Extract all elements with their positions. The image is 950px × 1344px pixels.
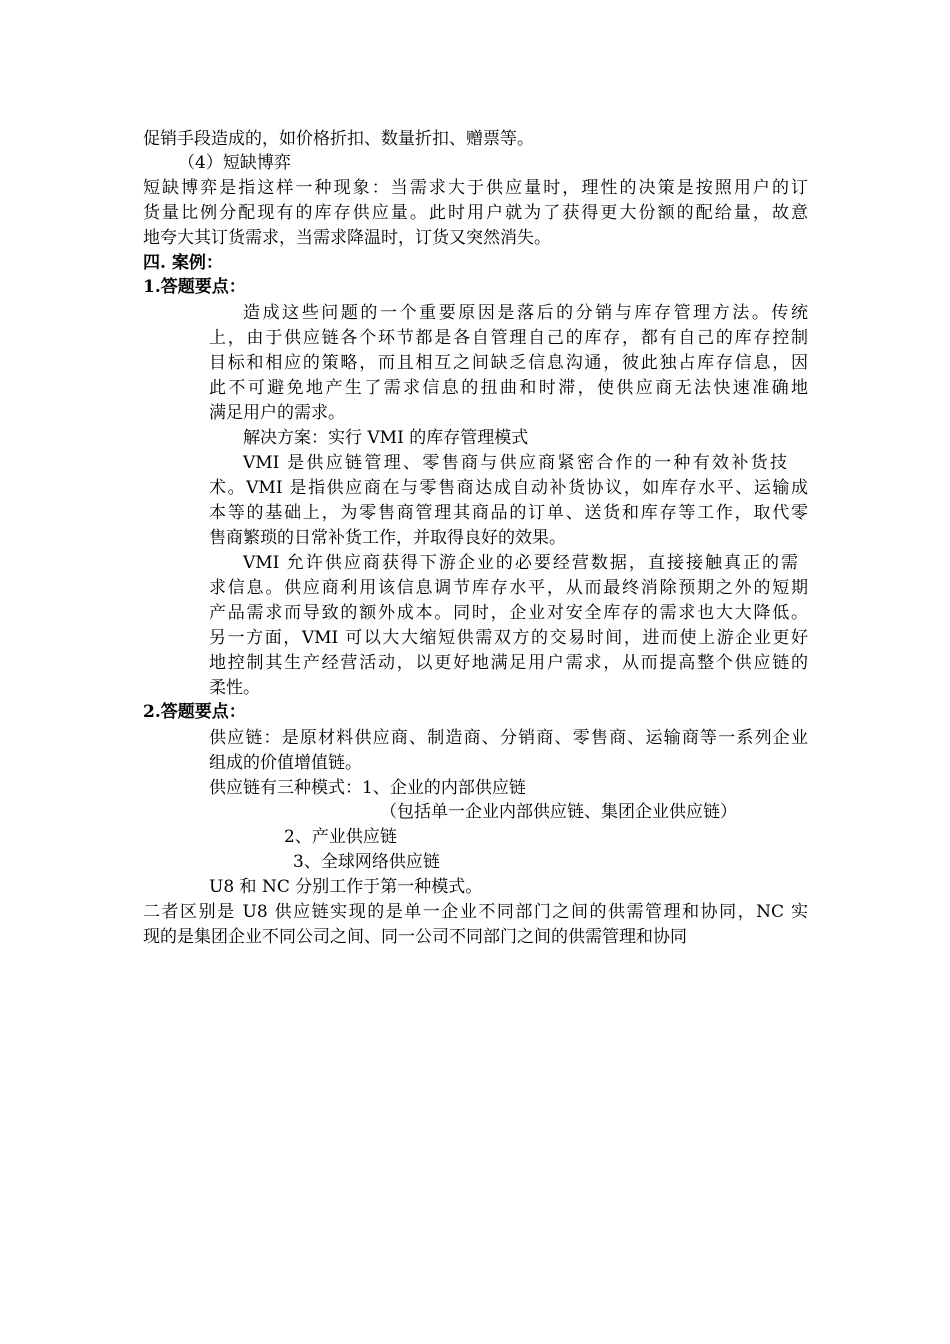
- text-line: 地控制其生产经营活动，以更好地满足用户需求，从而提高整个供应链的: [209, 653, 808, 673]
- text-line: 满足用户的需求。: [209, 403, 345, 423]
- text-line: 目标和相应的策略，而且相互之间缺乏信息沟通，彼此独占库存信息，因: [209, 353, 808, 373]
- text-line: 本等的基础上，为零售商管理其商品的订单、送货和库存等工作，取代零: [209, 503, 808, 523]
- text-line: 现的是集团企业不同公司之间、同一公司不同部门之间的供需管理和协同: [143, 927, 687, 947]
- text-line: （包括单一企业内部供应链、集团企业供应链）: [380, 802, 737, 822]
- text-line: 另一方面，VMI 可以大大缩短供需双方的交易时间，进而使上游企业更好: [209, 628, 808, 648]
- text-line: 短缺博弈是指这样一种现象：当需求大于供应量时，理性的决策是按照用户的订: [143, 178, 808, 198]
- text-line: VMI 是供应链管理、零售商与供应商紧密合作的一种有效补货技: [243, 453, 787, 473]
- answer-heading-1: 1.答题要点：: [143, 277, 246, 297]
- text-line: 术。VMI 是指供应商在与零售商达成自动补货协议，如库存水平、运输成: [209, 478, 808, 498]
- text-line: 地夸大其订货需求，当需求降温时，订货又突然消失。: [143, 228, 551, 248]
- text-line: 二者区别是 U8 供应链实现的是单一企业不同部门之间的供需管理和协同，NC 实: [143, 902, 808, 922]
- text-line: 供应链：是原材料供应商、制造商、分销商、零售商、运输商等一系列企业: [209, 728, 808, 748]
- text-line: 解决方案：实行 VMI 的库存管理模式: [243, 428, 529, 448]
- text-line: 产品需求而导致的额外成本。同时，企业对安全库存的需求也大大降低。: [209, 603, 808, 623]
- text-line: 造成这些问题的一个重要原因是落后的分销与库存管理方法。传统: [243, 303, 808, 323]
- text-line: 此不可避免地产生了需求信息的扭曲和时滞，使供应商无法快速准确地: [209, 378, 808, 398]
- text-line: VMI 允许供应商获得下游企业的必要经营数据，直接接触真正的需: [243, 553, 798, 573]
- text-line: 组成的价值增值链。: [209, 753, 362, 773]
- text-line: 上，由于供应链各个环节都是各自管理自己的库存，都有自己的库存控制: [209, 328, 808, 348]
- text-line: 柔性。: [209, 678, 260, 698]
- text-line: U8 和 NC 分别工作于第一种模式。: [209, 877, 483, 897]
- answer-heading-2: 2.答题要点：: [143, 702, 246, 722]
- text-line: 供应链有三种模式：1、企业的内部供应链: [209, 778, 526, 798]
- text-line: 促销手段造成的，如价格折扣、数量折扣、赠票等。: [143, 129, 534, 149]
- text-line: 求信息。供应商利用该信息调节库存水平，从而最终消除预期之外的短期: [209, 578, 808, 598]
- text-line: 2、产业供应链: [284, 827, 397, 847]
- subheading-shortage-game: （4）短缺博弈: [178, 153, 291, 173]
- text-line: 售商繁琐的日常补货工作，并取得良好的效果。: [209, 528, 566, 548]
- text-line: 货量比例分配现有的库存供应量。此时用户就为了获得更大份额的配给量，故意: [143, 203, 808, 223]
- section-heading-case: 四. 案例：: [143, 253, 223, 273]
- text-line: 3、全球网络供应链: [293, 852, 440, 872]
